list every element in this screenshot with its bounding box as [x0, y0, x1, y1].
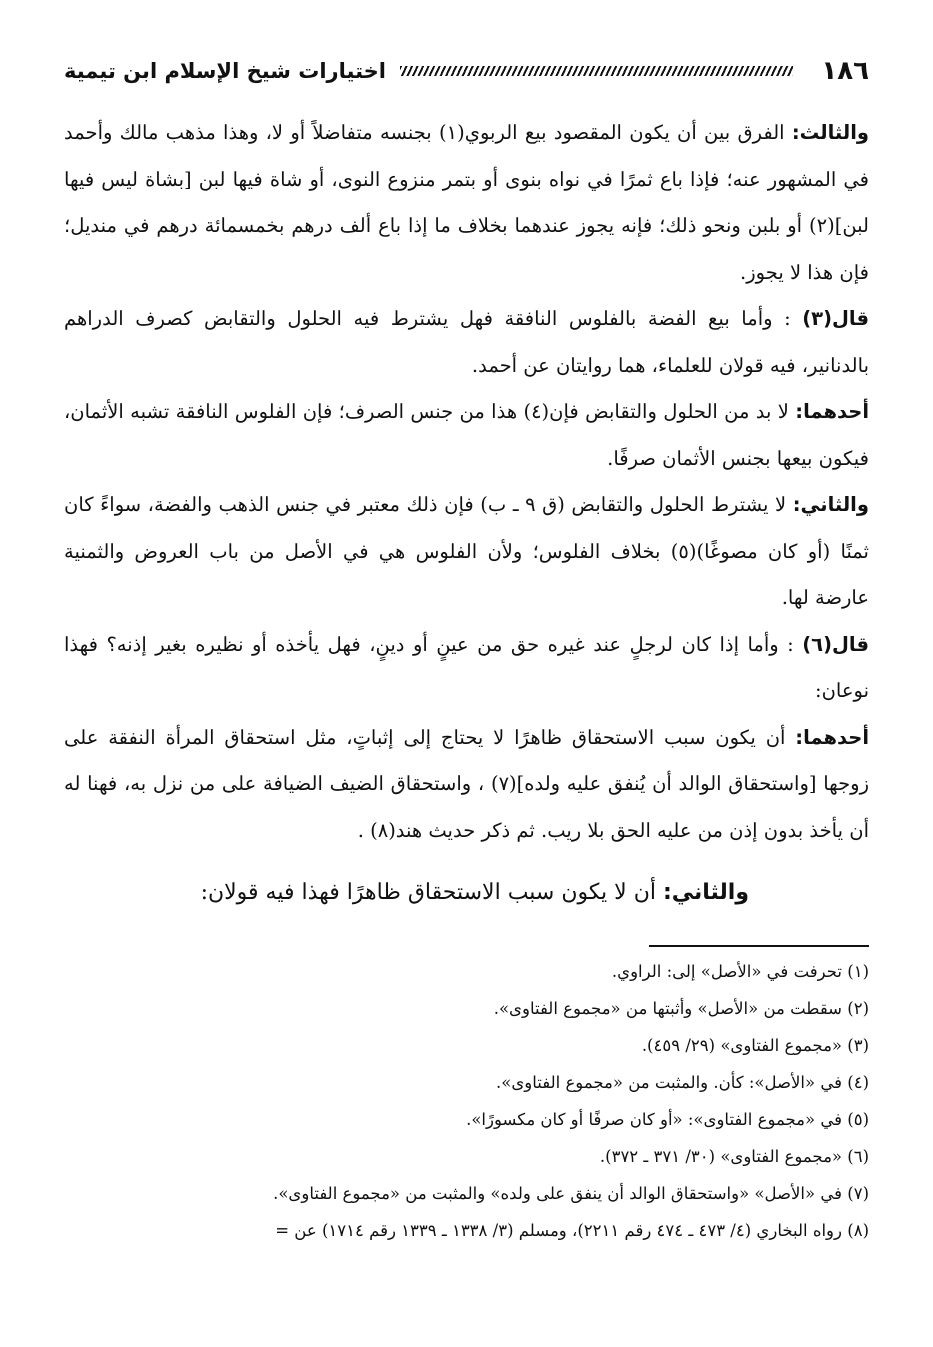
- header-ornament-rule: [400, 66, 793, 76]
- paragraph-lead: والثالث:: [791, 121, 869, 144]
- running-title: اختيارات شيخ الإسلام ابن تيمية: [64, 59, 387, 83]
- paragraph-lead: والثاني:: [792, 493, 869, 516]
- paragraph-lead: أحدهما:: [795, 400, 869, 423]
- paragraph: [64, 482, 869, 622]
- paragraph: [64, 296, 869, 389]
- paragraph: [64, 389, 869, 482]
- page-number: ١٨٦: [821, 56, 869, 86]
- paragraph: [64, 715, 869, 855]
- paragraph: [64, 110, 869, 296]
- footnote: (٥) في «مجموع الفتاوى»: «أو كان صرفًا أو كان مكسورًا».: [466, 1109, 869, 1129]
- section-lead: والثاني:: [662, 880, 749, 905]
- paragraph-text: لا بد من الحلول والتقابض فإن(٤) هذا من جنس الصرف؛ فإن الفلوس النافقة تشبه الأثمان، فيكون بيعها بجنس الأثمان صرفًا.: [64, 400, 869, 470]
- footnote: (٦) «مجموع الفتاوى» (٣٠/ ٣٧١ ـ ٣٧٢).: [599, 1146, 869, 1166]
- footnote: (١) تحرفت في «الأصل» إلى: الراوي.: [611, 961, 869, 981]
- footnote: (٤) في «الأصل»: كأن. والمثبت من «مجموع الفتاوى».: [496, 1072, 869, 1092]
- paragraph-lead: أحدهما:: [795, 725, 869, 749]
- body-text: [64, 110, 869, 917]
- paragraph: [64, 622, 869, 715]
- footnotes: [64, 953, 869, 1249]
- footnote: (٨) رواه البخاري (٤/ ٤٧٣ ـ ٤٧٤ رقم ٢٢١١)، ومسلم (٣/ ١٣٣٨ ـ ١٣٣٩ رقم ١٧١٤) عن =: [275, 1220, 869, 1240]
- paragraph-text: الفرق بين أن يكون المقصود بيع الربوي(١) بجنسه متفاضلاً أو لا، وهذا مذهب مالك وأحمد في المشهور عنه؛ فإذا باع ثمرًا في نواه بنوى أو بتمر منزوع النوى، أو شاة فيها لبن [بشاة ليس فيها لبن](٢) أو بلبن ونحو ذلك؛ فإنه يجوز عندهما بخلاف ما إذا باع ألف درهم بخمسمائة درهم في منديل؛ فإن هذا لا يجوز.: [64, 121, 869, 284]
- section-paragraph: [64, 870, 869, 917]
- paragraph-text: لا يشترط الحلول والتقابض (ق ٩ ـ ب) فإن ذلك معتبر في جنس الذهب والفضة، سواءً كان ثمنًا (أو كان مصوغًا)(٥) بخلاف الفلوس؛ ولأن الفلوس هي في الأصل من باب العروض والثمنية عارضة لها.: [64, 493, 869, 609]
- paragraph-text: أن يكون سبب الاستحقاق ظاهرًا لا يحتاج إلى إثباتٍ، مثل استحقاق المرأة النفقة على زوجها [واستحقاق الوالد أن يُنفق عليه ولده](٧) ، واستحقاق الضيف الضيافة على من نزل به، فهنا له أن يأخذ بدون إذن من عليه الحق بلا ريب. ثم ذكر حديث هند(٨) .: [64, 725, 870, 842]
- footnote: (٣) «مجموع الفتاوى» (٢٩/ ٤٥٩).: [641, 1035, 869, 1055]
- paragraph-lead: قال(٦): [802, 632, 869, 656]
- footnote-separator: [649, 945, 869, 947]
- paragraph-text: : وأما بيع الفضة بالفلوس النافقة فهل يشترط فيه الحلول والتقابض كصرف الدراهم بالدنانير، فيه قولان للعلماء، هما روايتان عن أحمد.: [64, 307, 869, 377]
- paragraph-lead: قال(٣): [802, 307, 869, 330]
- footnote: (٢) سقطت من «الأصل» وأثبتها من «مجموع الفتاوى».: [493, 998, 869, 1018]
- section-text: أن لا يكون سبب الاستحقاق ظاهرًا فهذا فيه قولان:: [200, 880, 663, 905]
- page-header: [64, 44, 869, 98]
- paragraph-text: : وأما إذا كان لرجلٍ عند غيره حق من عينٍ أو دينٍ، فهل يأخذه أو نظيره بغير إذنه؟ فهذا نوعان:: [64, 632, 869, 702]
- footnote: (٧) في «الأصل» «واستحقاق الوالد أن ينفق على ولده» والمثبت من «مجموع الفتاوى».: [273, 1183, 869, 1203]
